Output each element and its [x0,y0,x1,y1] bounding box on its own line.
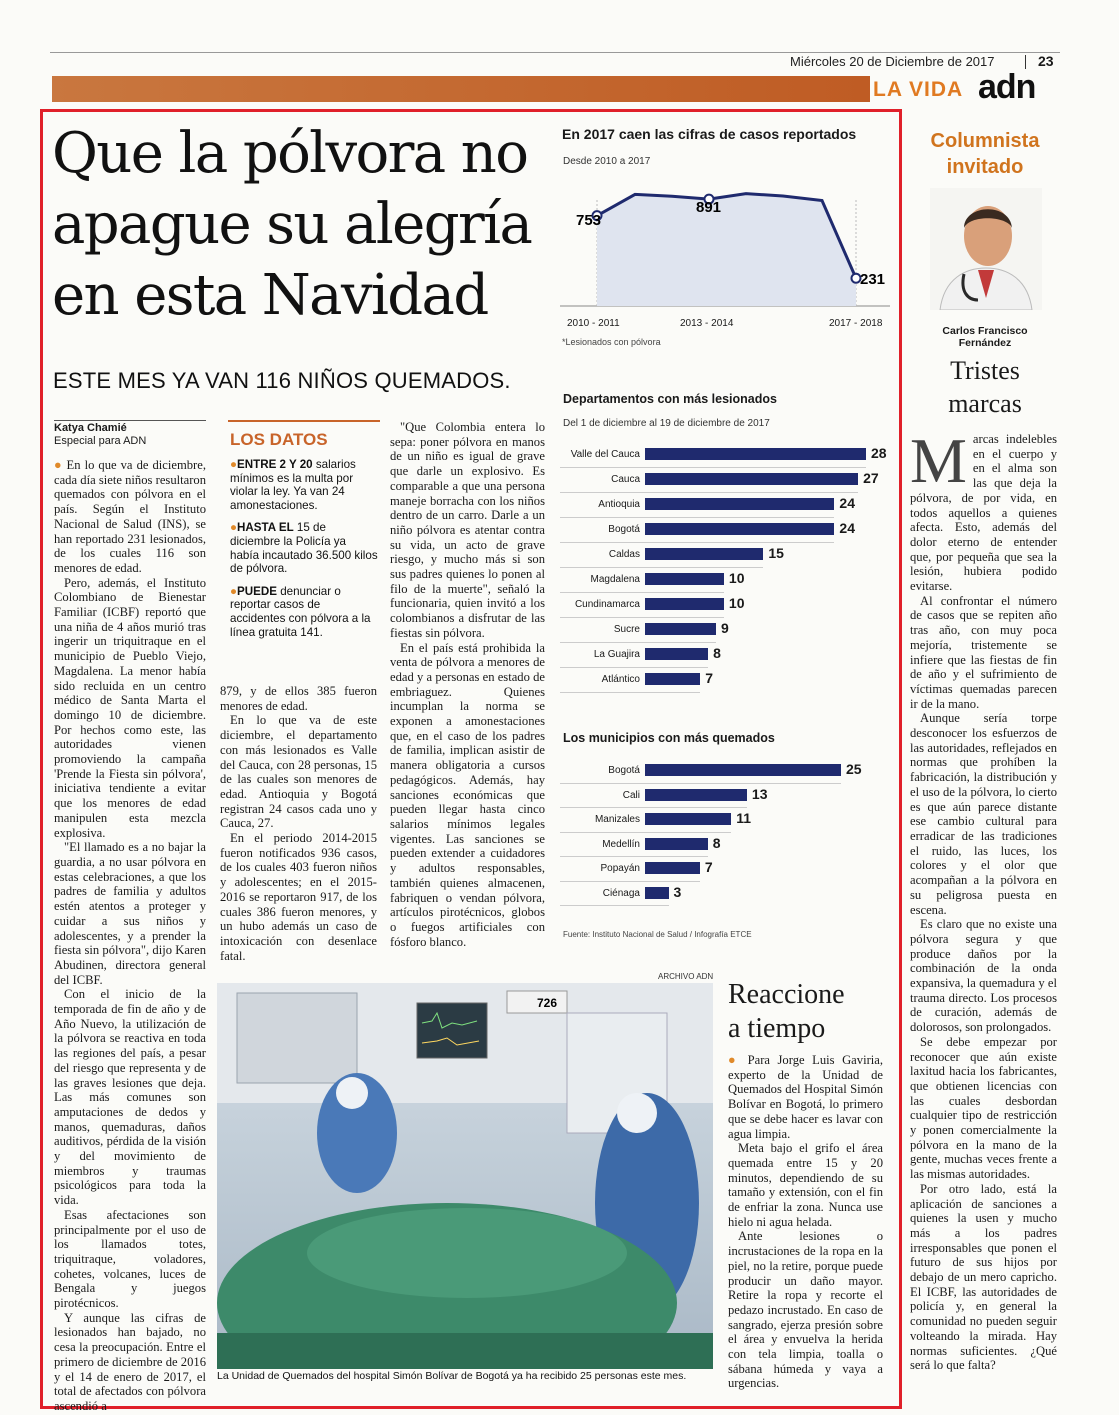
bullet-icon: ● [230,458,238,471]
bar-label: Medellín [602,838,640,850]
paragraph: Pero, además, el Instituto Colombiano de Bienestar Familiar (ICBF) reportó que una niña de 4 años murió tras ingerir un triquitraque en el municipio de Pueblo Viejo, Magdalena. La menor había sido recluida en un centro médico de Santa Marta el domingo 10 de diciembre. Por hechos como este, las autoridades vienen promoviendo la campaña 'Prende la Fiesta sin pólvora', iniciativa tendiente a evitar que los menores de edad manipulen esta mezcla explosiva. [54,575,206,840]
brand-logo [978,70,1035,104]
react-body [728,1053,883,1391]
bar-label: Bogotá [608,765,640,776]
columnist-portrait [930,188,1042,310]
datos-item: ●ENTRE 2 Y 20 salarios mínimos es la multa por violar la ley. Ya van 24 amonestaciones. [230,458,356,512]
column-title [910,354,1060,420]
bar-value: 13 [751,785,768,802]
columnist-label [910,128,1060,180]
point-label: 891 [696,199,722,216]
bar-value: 25 [846,761,862,777]
bar-value: 15 [768,545,784,561]
header-rule [50,52,1060,53]
photo-illustration [217,983,713,1369]
row-separator [560,592,724,593]
bar [645,789,747,801]
author-role: Especial para ADN [54,435,147,447]
issue-date: Miércoles 20 de Diciembre de 2017 [790,54,995,69]
row-separator [560,492,858,493]
brand-logo-text: adn [978,68,1036,106]
paragraph: ● Para Jorge Luis Gaviria, experto de la Unidad de Quemados del Hospital Simón Bolívar en Bogotá, lo primero que se debe hacer es lavar con agua limpia. [728,1053,883,1141]
x-tick-label: 2013 - 2014 [680,318,734,329]
bar-value: 10 [728,595,745,611]
bar [645,523,834,535]
datos-title: LOS DATOS [230,430,328,449]
columnist-name-line: Carlos Francisco [942,325,1028,337]
paragraph: Se debe empezar por reconocer que aún existe laxitud hacia los fabricantes, que obtienen licencias con las cuales desbordan cualquier tipo de restricción y ponen comercialmente la pólvora en la mano de la gente, muchas veces frente a las mismas autoridades. [910,1034,1057,1182]
x-tick-label: 2010 - 2011 [567,318,620,329]
column-title-line: marcas [948,389,1022,418]
bar-label: Cundinamarca [574,599,640,610]
article-column-1 [54,458,206,1414]
photo-credit: ARCHIVO ADN [658,972,714,981]
bar-value: 9 [721,620,729,636]
bar-value: 24 [839,520,855,536]
article-column-2 [220,684,377,963]
bar [645,862,700,874]
datos-list [230,458,378,639]
column-title-line: Tristes [950,356,1020,385]
datos-rule [228,420,380,422]
page-separator [1025,55,1026,69]
row-separator [560,667,708,668]
row-separator [560,642,716,643]
row-separator [560,856,708,857]
columnist-name-line: Fernández [958,337,1012,349]
bar-label: Caldas [608,549,640,560]
photo-caption: La Unidad de Quemados del hospital Simón Bolívar de Bogotá ya ha recibido 25 personas este mes. [217,1370,687,1382]
bar-value: 7 [705,670,714,686]
react-title-line-1: Reaccione [728,979,845,1010]
line-chart-note: *Lesionados con pólvora [562,337,661,347]
paragraph: 879, y de ellos 385 fueron menores de edad. [220,684,377,713]
paragraph: En el periodo 2014-2015 fueron notificados 936 casos, de los cuales 403 fueron niños y adolescentes; en el 2015-2016 se reportaron 917, de los cuales 386 fueron menores, y un hubo además un caso de intoxicación con desenlace fatal. [220,831,377,963]
bar [645,764,841,776]
muni-chart-title: Los municipios con más quemados [563,731,775,745]
bar-label: Sucre [613,624,640,635]
paragraph: Es claro que no existe una pólvora segura y que produce daños por la combinación de la onda expansiva, la quemadura y el trauma directo. Los procesos de curación, además de dolorosos, son prolongados. [910,917,1057,1035]
bullet-icon: ● [230,521,238,535]
dept-chart-subtitle: Del 1 de diciembre al 19 de diciembre de 2017 [563,418,770,429]
headline-line-3: en esta Navidad [52,263,488,328]
author-name: Katya Chamié [54,422,127,434]
bar-value: 28 [871,445,887,461]
bar-value: 7 [704,859,713,875]
row-separator [560,881,700,882]
paragraph: Aunque sería torpe desconocer los esfuerzos de las autoridades, reflejados en normas que prohíben la fabricación, la distribución y el uso de la pólvora, lo cierto es que aún parece distante ese cambio cultural para erradicar de las tradiciones el ruido, las luces, los colores y el olor que acompañan a la pólvora en su peligrosa puesta en escena. [910,711,1057,917]
point-label: 753 [576,212,602,229]
bar-label: Bogotá [608,524,640,535]
row-separator [560,783,841,784]
react-title-line-2: a tiempo [728,1013,826,1044]
datos-item: ●PUEDE denunciar o reportar casos de accidentes con pólvora a la línea gratuita 141. [230,584,371,639]
paragraph: Marcas indelebles en el cuerpo y en el alma son las que deja la pólvora, de por vida, en todos aquellos a quienes afecta. Esto, además del dolor eterno de entender que, por pequeña que sea la lesión, hubiera podido evitarse. [910,425,1057,594]
bar-value: 24 [839,495,855,511]
bar-label: Manizales [594,814,640,825]
row-separator [560,467,866,468]
bar-label: Antioquia [598,499,640,510]
bar [645,598,724,610]
paragraph: En el país está prohibida la venta de pólvora a menores de edad y a personas en estado de embriaguez. Quienes incumplan la norma se exponen a amonestaciones que, en el caso de los padres de familia, implican asistir de manera obligatoria a cursos pedagógicos. Además, hay sanciones económicas que pueden llegar hasta cinco salarios mínimos legales vigentes. Las sanciones se pueden extender a cuidadores y adultos responsables, también quienes almacenen, fabriquen o vendan pólvora, artículos pirotécnicos, globos o fuegos artificiales con fósforo blanco. [390,640,545,949]
subheadline: ESTE MES YA VAN 116 NIÑOS QUEMADOS. [53,368,511,393]
columnist-label-line: Columnista [930,130,1040,152]
line-chart [560,180,890,340]
bar-value: 8 [712,834,721,851]
headline [52,118,562,331]
paragraph: Al confrontar el número de casos que se repiten año tras año, con muy poca mejoría, tristemente se infiere que las fiestas de fin de año y el sufrimiento de víctimas quemadas parecen ir de la mano. [910,593,1057,711]
paragraph: "El llamado es a no bajar la guardia, a no usar pólvora en estas celebraciones, a que los padres de familia y adultos estén atentos a proteger y cuidar a sus niños y adolescentes, y a prender la fiesta sin pólvora", dijo Karen Abudinen, directora general del ICBF. [54,840,206,987]
paragraph: Y aunque las cifras de lesionados han bajado, no cesa la preocupación. Entre el primero de diciembre de 2016 y el 14 de enero de 2017, el total de afectados con pólvora ascendió a [54,1310,206,1413]
paragraph: En lo que va de este diciembre, el departamento con más lesionados es Valle del Cauca, con 28 personas, 15 de las cuales son menores de edad. Antioquia y Bogotá registran 24 casos cada uno y Cauca, 27. [220,713,377,831]
paragraph: Meta bajo el grifo el área quemada entre 15 y 20 minutos, dependiendo de su tamaño y extensión, con el fin de enfriar la zona. Nunca use hielo ni agua helada. [728,1141,883,1229]
bar-label: Valle del Cauca [570,449,640,460]
bullet-icon: ● [728,1053,741,1067]
line-chart-subtitle: Desde 2010 a 2017 [563,156,651,167]
row-separator [560,617,724,618]
bar [645,548,763,560]
headline-line-2: apague su alegría [52,192,532,257]
line-chart-title: En 2017 caen las cifras de casos reportados [562,126,857,142]
paragraph: Con el inicio de la temporada de fin de año y de Año Nuevo, la utilización de la pólvora se reactiva en toda las regiones del país, a pesar del riesgo que representa y de las graves lesiones que deja. Las más comunes son amputaciones de dedos y manos, quemaduras, daños auditivos, pérdida de la visión y del movimiento de miembros y traumas psicológicos para toda la vida. [54,987,206,1208]
paragraph: Por otro lado, está la aplicación de sanciones a quienes la usen y mucho más a los padres irresponsables que ponen el futuro de sus hijos por debajo de un mero capricho. El ICBF, las autoridades de policía y, en general la comunidad no pueden seguir volteando la mirada. Hay normas suficientes. ¿Qué será lo que falta? [910,1181,1057,1373]
column-body [910,425,1057,1373]
paragraph: ● En lo que va de diciembre, cada día siete niños resultaron quemados con pólvora en el país. Según el Instituto Nacional de Salud (INS), se han reportado 231 lesionados, de los cuales 116 son menores de edad. [54,458,206,575]
bar [645,838,708,850]
bar-label: Cali [622,789,640,801]
row-separator [560,832,731,833]
line-chart-area [597,194,856,306]
portrait-illustration [930,188,1042,310]
row-separator [560,517,834,518]
bar-value: 11 [736,810,752,826]
bar-value: 8 [713,645,721,661]
react-title [728,978,845,1046]
columnist-label-line: invitado [946,156,1024,178]
row-separator [560,905,669,906]
row-separator [560,807,747,808]
bullet-icon: ● [54,458,63,472]
chart-source: Fuente: Instituto Nacional de Salud / Infografía ETCE [563,930,752,939]
muni-bar-chart [560,761,890,914]
point-label: 231 [860,271,886,288]
x-tick-label: 2017 - 2018 [829,318,883,329]
article-column-3 [390,420,545,949]
columnist-name [910,325,1060,349]
bar-label: Atlántico [601,674,640,685]
drop-cap: M [910,425,967,496]
paragraph: Ante lesiones o incrustaciones de la ropa en la piel, no la retire, porque puede producir un daño mayor. Retire la ropa y recorte el pedazo incrustado. En caso de sangrado, ejerza presión sobre el área y envuelva la herida con tela limpia, toalla o sábana húmeda y vaya a urgencias. [728,1229,883,1391]
dept-chart-title: Departamentos con más lesionados [563,392,777,406]
bar-value: 10 [728,570,745,586]
byline-rule [54,420,206,421]
room-number: 726 [537,996,558,1010]
bar-label: Magdalena [590,574,640,585]
bar [645,573,724,585]
section-band [52,76,870,102]
row-separator [560,542,834,543]
bar-value: 27 [863,470,879,486]
headline-line-1: Que la pólvora no [52,121,528,186]
dept-bar-chart [560,445,890,698]
bar-value: 3 [673,883,682,900]
bullet-icon: ● [230,584,238,598]
bar [645,473,858,485]
bar-label: Popayán [600,863,640,874]
page-number: 23 [1038,53,1054,69]
section-name: LA VIDA [873,78,964,101]
paragraph: "Que Colombia entera lo sepa: poner pólvora en manos de un niño es igual de grave que darle un explosivo. Es comparable a que una persona maneje borracha con los niños dentro de un carro. Darle a un niño pólvora es atentar contra su vida, un acto de grave riesgo, y mucho más si son sus padres quienes lo ponen al filo de la muerte", señaló la funcionaria, quien invitó a los colombianos a disfrutar de las fiestas sin pólvora. [390,420,545,640]
bar [645,448,866,460]
bar [645,648,708,660]
bar [645,887,669,899]
datos-item: ●HASTA EL 15 de diciembre la Policía ya había incautado 36.500 kilos de pólvora. [230,521,378,576]
row-separator [560,692,700,693]
bar [645,498,834,510]
bar-label: Cauca [611,474,640,485]
bar-label: Ciénaga [602,887,640,899]
bar-label: La Guajira [593,649,640,660]
bar [645,623,716,635]
hospital-photo [217,983,713,1369]
bar [645,813,731,825]
row-separator [560,567,763,568]
paragraph: Esas afectaciones son principalmente por el uso de los llamados totes, triquitraque, voladores, cohetes, volcanes, luces de Bengala y juegos pirotécnicos. [54,1207,206,1311]
bar [645,673,700,685]
